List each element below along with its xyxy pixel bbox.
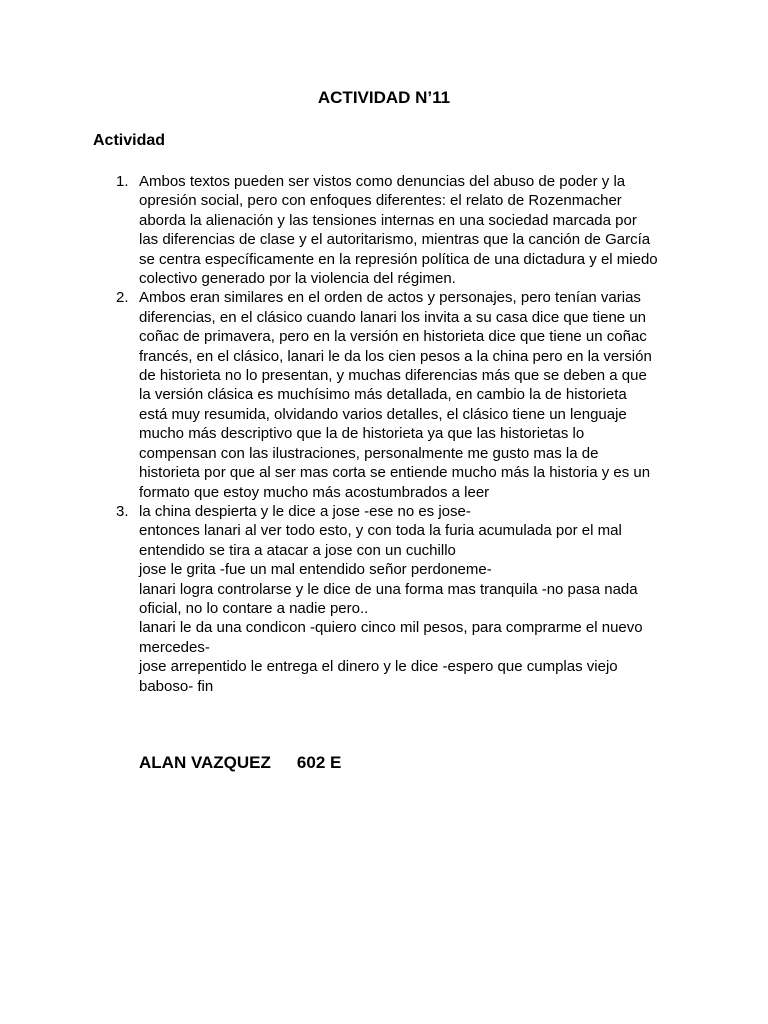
document-title: ACTIVIDAD N’11 bbox=[317, 88, 451, 107]
list-item-line: jose arrepentido le entrega el dinero y le dice -espero que cumplas viejo bbox=[139, 658, 618, 676]
list-item-line: entonces lanari al ver todo esto, y con toda la furia acumulada por el mal bbox=[139, 522, 622, 540]
list-item-line: mucho más descriptivo que la de historieta ya que las historietas lo bbox=[139, 425, 585, 443]
list-item bbox=[110, 172, 700, 288]
answer-list bbox=[110, 172, 700, 696]
list-item-line: la china despierta y le dice a jose -ese no es jose- bbox=[139, 502, 471, 520]
student-group: 602 E bbox=[296, 753, 342, 772]
list-item-line: aborda la alienación y las tensiones internas en una sociedad marcada por bbox=[139, 211, 637, 229]
list-item-line: francés, en el clásico, lanari le da los cien pesos a la china pero en la versión bbox=[139, 347, 652, 365]
list-item-line: Ambos eran similares en el orden de actos y personajes, pero tenían varias bbox=[139, 289, 641, 307]
list-item-number: 3. bbox=[116, 502, 129, 520]
section-heading: Actividad bbox=[93, 132, 166, 149]
student-name: ALAN VAZQUEZ bbox=[139, 753, 271, 772]
list-item-number: 2. bbox=[116, 289, 129, 307]
list-item-line: la versión clásica es muchísimo más detallada, en cambio la de historieta bbox=[139, 386, 627, 404]
list-item-line: entendido se tira a atacar a jose con un cuchillo bbox=[139, 541, 456, 559]
list-item-line: se centra específicamente en la represión política de una dictadura y el miedo bbox=[139, 250, 658, 268]
list-item-line: lanari logra controlarse y le dice de una forma mas tranquila -no pasa nada bbox=[139, 580, 638, 598]
list-item-line: está muy resumida, olvidando varios detalles, el clásico tiene un lenguaje bbox=[139, 405, 627, 423]
list-item-line: jose le grita -fue un mal entendido señor perdoneme- bbox=[139, 561, 492, 579]
list-item-line: opresión social, pero con enfoques diferentes: el relato de Rozenmacher bbox=[139, 192, 622, 210]
list-item-line: oficial, no lo contare a nadie pero.. bbox=[139, 599, 369, 617]
list-item-line: historieta por que al ser mas corta se entiende mucho más la historia y es un bbox=[139, 464, 651, 482]
list-item-line: mercedes- bbox=[139, 638, 210, 656]
list-item-line: formato que estoy mucho más acostumbrados a leer bbox=[139, 483, 490, 501]
list-item-line: coñac de primavera, pero en la versión en historieta dice que tiene un coñac bbox=[139, 328, 647, 346]
list-item-line: Ambos textos pueden ser vistos como denuncias del abuso de poder y la bbox=[139, 173, 626, 190]
list-item-number: 1. bbox=[116, 173, 129, 190]
list-item-line: compensan con las ilustraciones, personalmente me gusto mas la de bbox=[139, 444, 599, 462]
list-item-line: lanari le da una condicon -quiero cinco mil pesos, para comprarme el nuevo bbox=[139, 619, 643, 637]
list-item-line: baboso- fin bbox=[139, 677, 214, 695]
list-item-line: de historieta no lo presentan, y muchas diferencias más que se deben a que bbox=[139, 367, 647, 385]
list-item-line: colectivo generado por la violencia del régimen. bbox=[139, 270, 456, 288]
list-item-line: las diferencias de clase y el autoritarismo, mientras que la canción de García bbox=[139, 231, 651, 249]
list-item bbox=[110, 502, 700, 696]
list-item bbox=[110, 288, 700, 501]
student-signature bbox=[139, 752, 341, 774]
list-item-line: diferencias, en el clásico cuando lanari los invita a su casa dice que tiene un bbox=[139, 308, 646, 326]
